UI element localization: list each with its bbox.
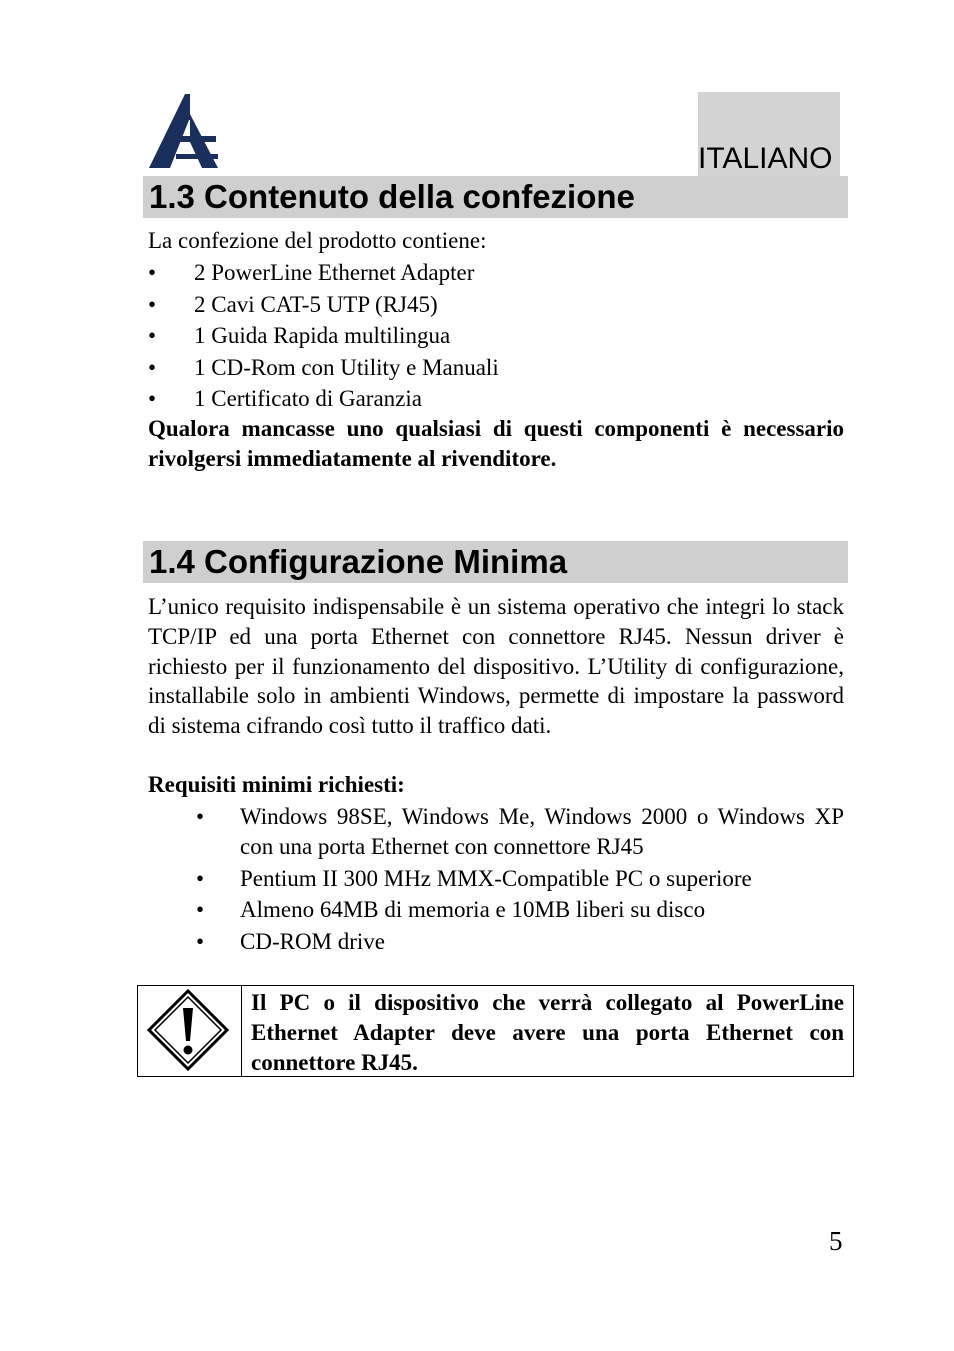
contents-intro: La confezione del prodotto contiene: (148, 228, 487, 253)
list-item: • 1 Guida Rapida multilingua (148, 321, 844, 353)
list-item: • 2 PowerLine Ethernet Adapter (148, 258, 844, 290)
warning-diamond-icon (146, 988, 230, 1072)
list-item: • CD-ROM drive (194, 927, 844, 957)
list-item: • 1 CD-Rom con Utility e Manuali (148, 353, 844, 385)
list-item: • Pentium II 300 MHz MMX-Compatible PC o superiore (194, 864, 844, 894)
language-tab (698, 92, 840, 176)
notice-text: Il PC o il dispositivo che verrà collegato al PowerLine Ethernet Adapter deve avere una porta Ethernet con connettore RJ45. (251, 990, 844, 1075)
contents-list (148, 258, 844, 416)
min-config-paragraph: L’unico requisito indispensabile è un sistema operativo che integri lo stack TCP/IP ed una porta Ethernet con connettore RJ45. Nessun driver è richiesto per il funzionamento del dispositivo. L’Utility di configurazione, installabile solo in ambienti Windows, permette di impostare la password di sistema cifrando così tutto il traffico dati. (148, 594, 844, 739)
list-item: • Almeno 64MB di memoria e 10MB liberi su disco (194, 895, 844, 925)
notice-icon-cell (138, 986, 242, 1076)
page-number: 5 (829, 1226, 843, 1256)
brand-logo (146, 92, 220, 170)
section-heading-contents: 1.3 Contenuto della confezione (143, 176, 848, 218)
requirements-list (194, 802, 844, 958)
notice-box (137, 985, 854, 1077)
missing-parts-warning: Qualora mancasse uno qualsiasi di questi componenti è necessario rivolgersi immediatamente al rivenditore. (148, 416, 844, 471)
requirements-title: Requisiti minimi richiesti: (148, 772, 405, 797)
language-label: ITALIANO (698, 142, 833, 175)
list-item: • 1 Certificato di Garanzia (148, 384, 844, 416)
section-heading-min-config: 1.4 Configurazione Minima (143, 541, 848, 583)
atlantis-logo-icon (146, 92, 220, 170)
list-item: • Windows 98SE, Windows Me, Windows 2000 o Windows XP con una porta Ethernet con connettore RJ45 (194, 802, 844, 862)
list-item: • 2 Cavi CAT-5 UTP (RJ45) (148, 290, 844, 322)
